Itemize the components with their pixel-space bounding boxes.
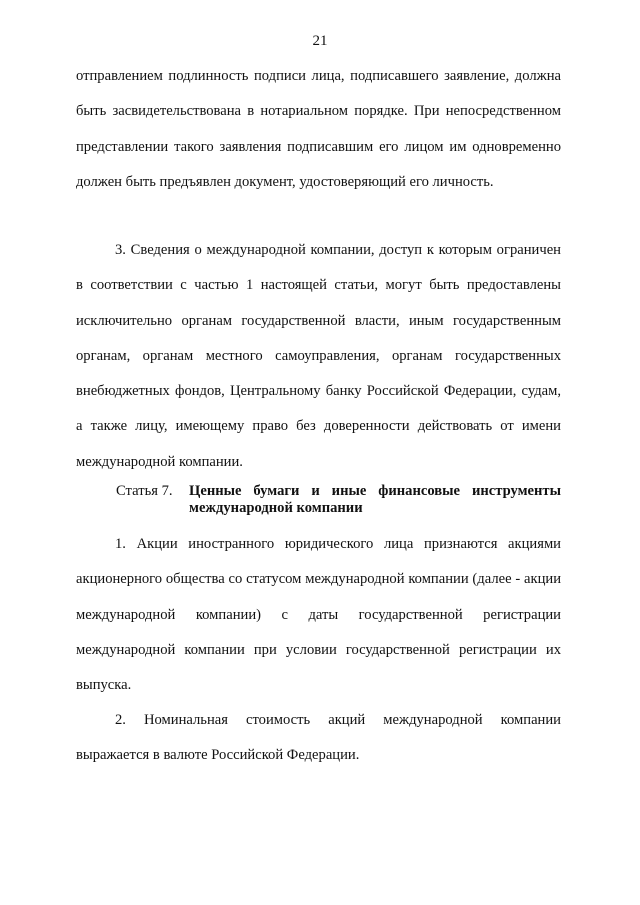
paragraph-item-3: 3. Сведения о международной компании, доступ к которым ограничен в соответствии с частью 1 настоящей статьи, могут быть предоставлены исключительно органам государственной власти, иным государственным органам, органам местного самоуправления, органам государственных внебюджетных фондов, Центральному банку Российской Федерации, судам, а также лицу, имеющему право без доверенности действовать от имени международной компании.: [76, 242, 561, 470]
article-title: Ценные бумаги и иные финансовые инструменты международной компании: [189, 483, 561, 516]
article-label: Статья 7.: [116, 483, 173, 499]
paragraph-article7-item-2: 2. Номинальная стоимость акций международной компании выражается в валюте Российской Федерации.: [76, 712, 561, 764]
paragraph-article7-item-1: 1. Акции иностранного юридического лица признаются акциями акционерного общества со статусом международной компании (далее - акции международной компании) с даты государственной регистрации международной компании при условии государственной регистрации их выпуска.: [76, 536, 561, 694]
paragraph-continuation: отправлением подлинность подписи лица, подписавшего заявление, должна быть засвидетельствована в нотариальном порядке. При непосредственном представлении такого заявления подписавшим его лицом им одновременно должен быть предъявлен документ, удостоверяющий его личность.: [76, 68, 561, 190]
page-number: 21: [312, 33, 328, 49]
